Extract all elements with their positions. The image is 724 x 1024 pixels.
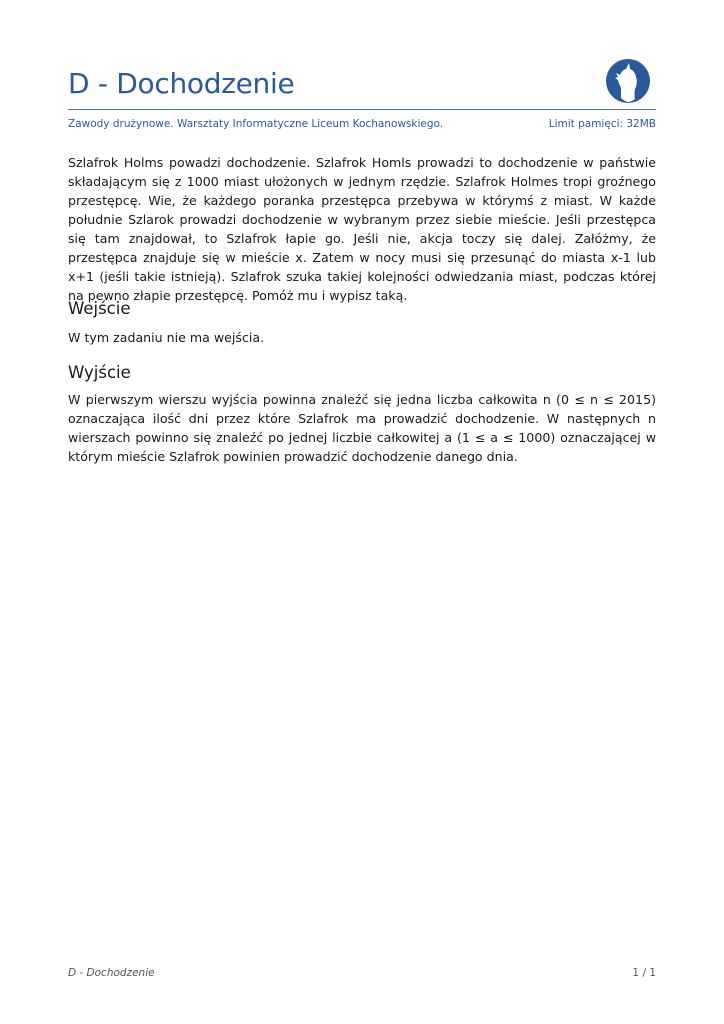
output-description: W pierwszym wierszu wyjścia powinna znaleźć się jedna liczba całkowita n (0 ≤ n ≤ 2015) oznaczająca ilość dni przez które Szlafrok ma prowadzić dochodzenie. W następnych n wierszach powinno się znaleźć po jednej liczbie całkowitej a (1 ≤ a ≤ 1000) oznaczającej w którym mieście Szlafrok powinien prowadzić dochodzenie danego dnia. <box>68 392 656 464</box>
page-title: D - Dochodzenie <box>68 67 295 100</box>
header-divider <box>68 109 656 110</box>
footer-task-name: D - Dochodzenie <box>68 967 155 979</box>
output-heading: Wyjście <box>68 363 131 382</box>
input-description: W tym zadaniu nie ma wejścia. <box>68 330 265 345</box>
input-heading: Wejście <box>68 299 131 318</box>
contest-name: Zawody drużynowe. Warsztaty Informatyczne Liceum Kochanowskiego. <box>68 118 444 130</box>
problem-statement: Szlafrok Holms powadzi dochodzenie. Szlafrok Homls prowadzi to dochodzenie w państwie składającym się z 1000 miast ułożonych w jednym rzędzie. Szlafrok Holmes tropi groźnego przestępcę. Wie, że każdego poranka przestępca przebywa w którymś z miast. W każde południe Szlarok prowadzi dochodzenie w wybranym przez siebie mieście. Jeśli przestępca się tam znajdował, to Szlafrok łapie go. Jeśli nie, akcja toczy się dalej. Załóżmy, że przestępca znajduje się w mieście x. Zatem w nocy musi się przesunąć do miasta x-1 lub x+1 (jeśli takie istnieją). Szlafrok szuka takiej kolejności odwiedzania miast, podczas której na pewno złapie przestępcę. Pomóż mu i wypisz taką. <box>68 155 656 303</box>
howling-wolf-logo-icon <box>605 58 651 104</box>
footer-page-number: 1 / 1 <box>632 967 656 979</box>
memory-limit: Limit pamięci: 32MB <box>548 118 656 130</box>
